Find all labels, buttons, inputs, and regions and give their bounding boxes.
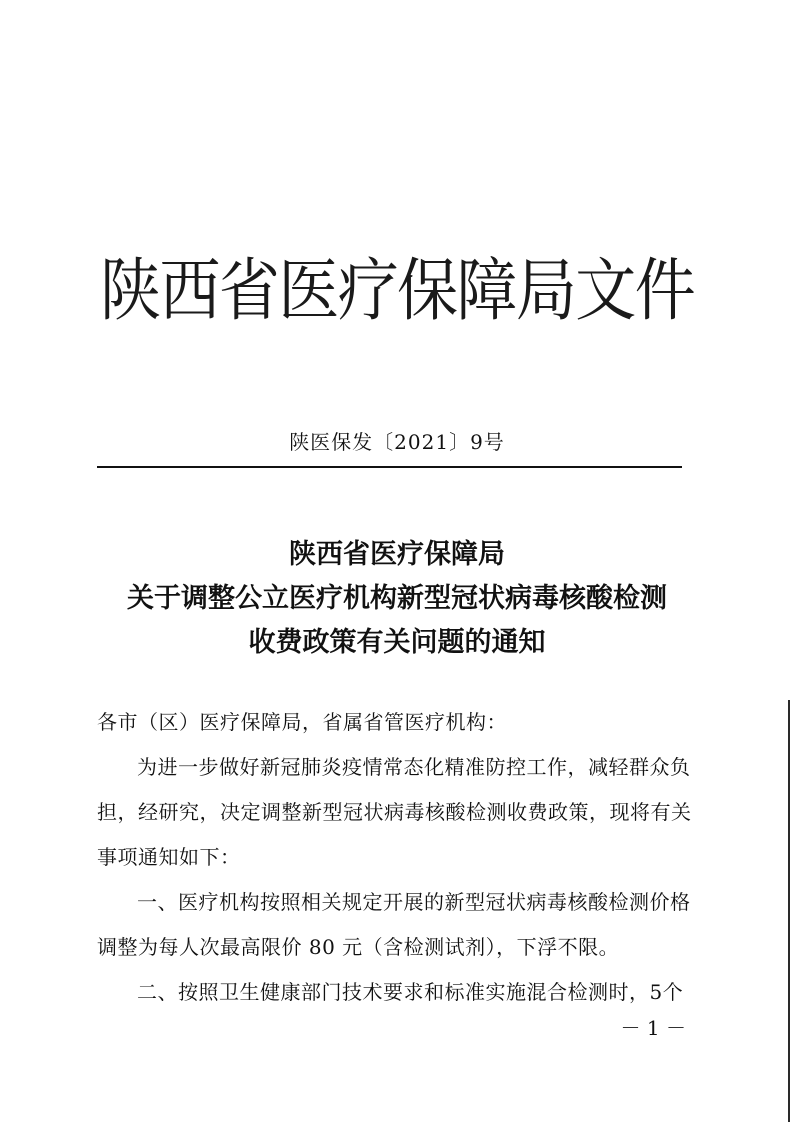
heading-line-1: 陕西省医疗保障局 [289, 539, 505, 570]
body-paragraph: 二、按照卫生健康部门技术要求和标准实施混合检测时，5个 [137, 980, 684, 1004]
salutation: 各市（区）医疗保障局，省属省管医疗机构： [97, 710, 507, 734]
document-heading [0, 533, 794, 665]
heading-line-2: 关于调整公立医疗机构新型冠状病毒核酸检测 [127, 583, 667, 614]
page-number: － 1 － [620, 1016, 686, 1040]
document-issuer-title: 陕西省医疗保障局文件 [99, 252, 694, 331]
heading-line-3: 收费政策有关问题的通知 [248, 627, 546, 658]
body-paragraph: 一、医疗机构按照相关规定开展的新型冠状病毒核酸检测价格调整为每人次最高限价 80 元（含检测试剂），下浮不限。 [97, 890, 691, 959]
body-paragraph: 为进一步做好新冠肺炎疫情常态化精准防控工作，减轻群众负担，经研究，决定调整新型冠状病毒核酸检测收费政策，现将有关事项通知如下： [97, 755, 692, 869]
document-body [97, 700, 697, 1015]
header-separator-line [97, 466, 682, 468]
document-number: 陕医保发〔2021〕9号 [289, 430, 505, 454]
scan-edge-line [788, 700, 790, 1122]
